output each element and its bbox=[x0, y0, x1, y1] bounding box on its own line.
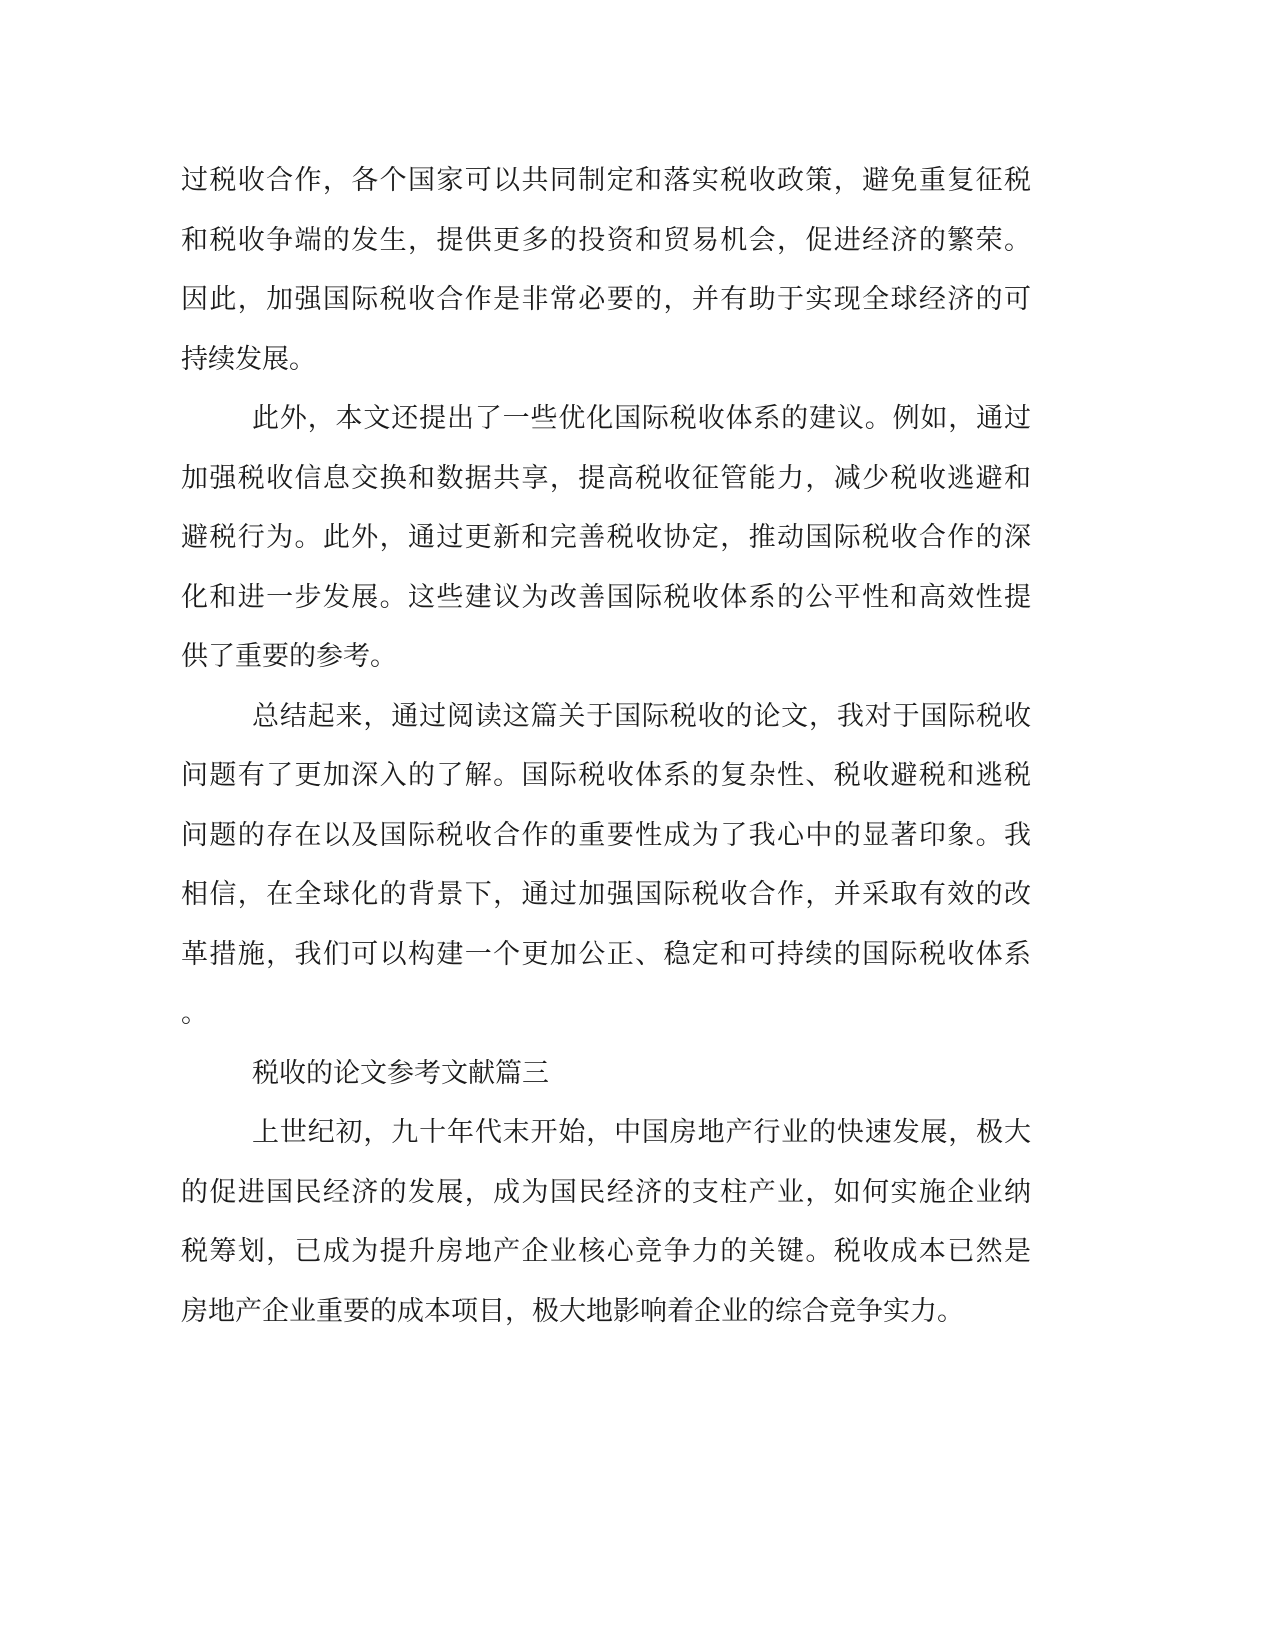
text-line: 革措施，我们可以构建一个更加公正、稳定和可持续的国际税收体系 bbox=[181, 938, 1031, 970]
text-line: 问题有了更加深入的了解。国际税收体系的复杂性、税收避税和逃税 bbox=[181, 760, 1031, 791]
text-line: 。 bbox=[181, 998, 208, 1029]
text-line: 问题的存在以及国际税收合作的重要性成为了我心中的显著印象。我 bbox=[181, 819, 1031, 851]
text-line: 税筹划，已成为提升房地产企业核心竞争力的关键。税收成本已然是 bbox=[181, 1236, 1031, 1267]
text-line: 和税收争端的发生，提供更多的投资和贸易机会，促进经济的繁荣。 bbox=[181, 224, 1031, 256]
text-line: 因此，加强国际税收合作是非常必要的，并有助于实现全球经济的可 bbox=[181, 284, 1031, 315]
text-line: 总结起来，通过阅读这篇关于国际税收的论文，我对于国际税收 bbox=[252, 700, 1031, 732]
text-line: 过税收合作，各个国家可以共同制定和落实税收政策，避免重复征税 bbox=[181, 165, 1031, 196]
text-line: 化和进一步发展。这些建议为改善国际税收体系的公平性和高效性提 bbox=[181, 581, 1031, 613]
text-line: 房地产企业重要的成本项目，极大地影响着企业的综合竞争实力。 bbox=[181, 1295, 964, 1327]
body-text bbox=[181, 158, 1031, 1348]
text-line: 避税行为。此外，通过更新和完善税收协定，推动国际税收合作的深 bbox=[181, 522, 1031, 553]
section-heading: 税收的论文参考文献篇三 bbox=[252, 1057, 549, 1089]
text-line: 持续发展。 bbox=[181, 343, 316, 375]
text-line: 上世纪初，九十年代末开始，中国房地产行业的快速发展，极大 bbox=[252, 1117, 1031, 1148]
text-line: 此外，本文还提出了一些优化国际税收体系的建议。例如，通过 bbox=[252, 403, 1031, 434]
text-line: 相信，在全球化的背景下，通过加强国际税收合作，并采取有效的改 bbox=[181, 879, 1031, 910]
text-line: 加强税收信息交换和数据共享，提高税收征管能力，减少税收逃避和 bbox=[181, 462, 1031, 494]
text-line: 的促进国民经济的发展，成为国民经济的支柱产业，如何实施企业纳 bbox=[181, 1176, 1031, 1208]
text-line: 供了重要的参考。 bbox=[181, 641, 397, 672]
